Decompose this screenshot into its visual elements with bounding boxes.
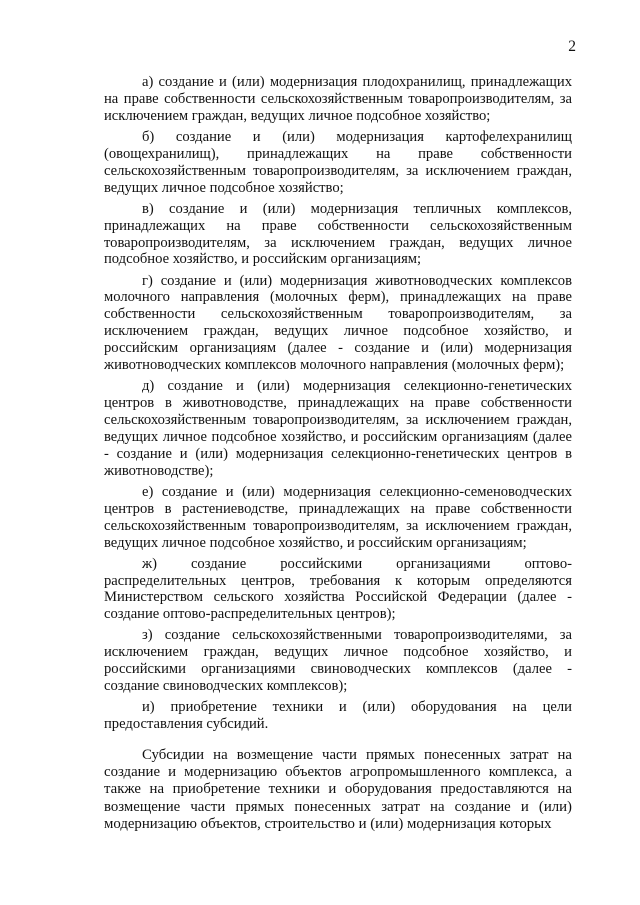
list-item-d: д) создание и (или) модернизация селекционно-генетических центров в животноводстве, принадлежащих на праве собственности сельскохозяйственным товаропроизводителям, за исключением граждан, ведущих личное подсобное хозяйство, и российским организациям (далее - создание и (или) модернизация селекционно-генетических центров в животноводстве); bbox=[104, 378, 572, 479]
list-item-zh: ж) создание российскими организациями оптово-распределительных центров, требования к которым определяются Министерством сельского хозяйства Российской Федерации (далее - создание оптово-распределительных центров); bbox=[104, 555, 572, 623]
list-item-a: а) создание и (или) модернизация плодохранилищ, принадлежащих на праве собственности сельскохозяйственным товаропроизводителям, за исключением граждан, ведущих личное подсобное хозяйство; bbox=[104, 74, 572, 124]
document-body bbox=[104, 74, 572, 837]
list-item-z: з) создание сельскохозяйственными товаропроизводителями, за исключением граждан, ведущих личное подсобное хозяйство, и российскими организациями свиноводческих комплексов (далее - создание свиноводческих комплексов); bbox=[104, 627, 572, 695]
list-item-i: и) приобретение техники и (или) оборудования на цели предоставления субсидий. bbox=[104, 699, 572, 733]
subsidies-paragraph: Субсидии на возмещение части прямых понесенных затрат на создание и модернизацию объектов агропромышленного комплекса, а также на приобретение техники и оборудования предоставляются на возмещение части прямых понесенных затрат на создание и (или) модернизацию объектов, строительство и (или) модернизация которых bbox=[104, 747, 572, 832]
list-item-b: б) создание и (или) модернизация картофелехранилищ (овощехранилищ), принадлежащих на праве собственности сельскохозяйственным товаропроизводителям, за исключением граждан, ведущих личное подсобное хозяйство; bbox=[104, 128, 572, 196]
list-item-v: в) создание и (или) модернизация тепличных комплексов, принадлежащих на праве собственности сельскохозяйственным товаропроизводителям, за исключением граждан, ведущих личное подсобное хозяйство, и российским организациям; bbox=[104, 200, 572, 268]
list-item-g: г) создание и (или) модернизация животноводческих комплексов молочного направления (молочных ферм), принадлежащих на праве собственности сельскохозяйственным товаропроизводителям, за исключением граждан, ведущих личное подсобное хозяйство, и российским организациям (далее - создание и (или) модернизация животноводческих комплексов молочного направления (молочных ферм); bbox=[104, 272, 572, 374]
page-number: 2 bbox=[568, 38, 576, 55]
list-item-e: е) создание и (или) модернизация селекционно-семеноводческих центров в растениеводстве, принадлежащих на праве собственности сельскохозяйственным товаропроизводителям, за исключением граждан, ведущих личное подсобное хозяйство, и российским организациям; bbox=[104, 483, 572, 551]
